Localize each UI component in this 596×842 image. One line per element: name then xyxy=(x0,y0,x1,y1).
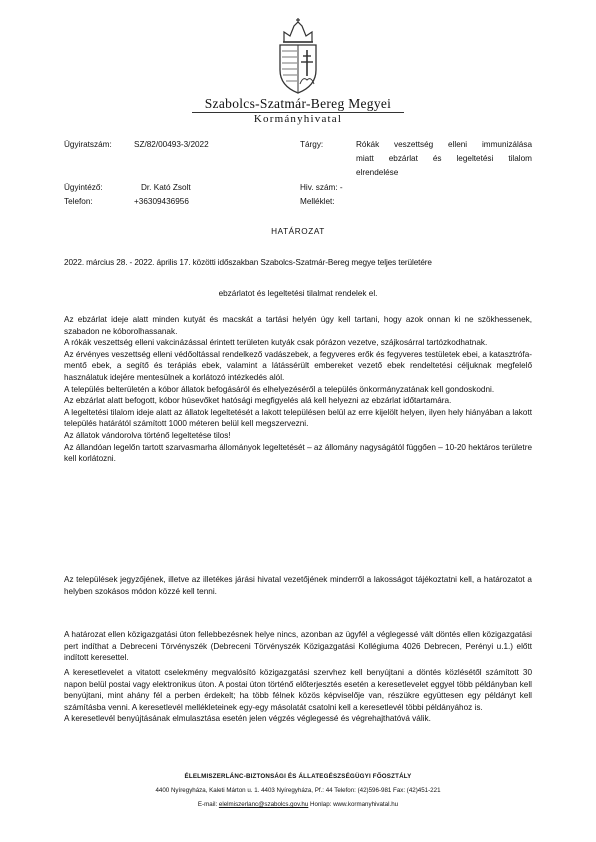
coat-of-arms-icon xyxy=(268,18,328,94)
footer-web: Honlap: www.kormanyhivatal.hu xyxy=(308,801,399,808)
targy-line2: miatt ebzárlat és legeltetési tilalom xyxy=(356,154,532,163)
paragraph-6: A legeltetési tilalom ideje alatt az állatok legeltetését a lakott településen belül az erre kijelölt helyen, ilyen hely hiányában a lakott település határától számított 1000 méteren belül kell megszervezni. xyxy=(64,407,532,429)
document-title: HATÁROZAT xyxy=(271,227,325,236)
targy-label: Tárgy: xyxy=(300,140,324,149)
melleklet-label: Melléklet: xyxy=(300,197,335,206)
ugyiratszam-value: SZ/82/00493-3/2022 xyxy=(134,140,209,149)
ugyiratszam-label: Ügyiratszám: xyxy=(64,140,112,149)
paragraph-10: A határozat ellen közigazgatási úton fellebbezésnek helye nincs, azonban az ügyfél a véglegessé vált döntés ellen közigazgatási pert indíthat a Debreceni Törvényszék (Debreceni Törvényszék Közigazgatási Kollégiuma 4026 Debrecen, Perényi u.1.) előtt indított keresettel. xyxy=(64,630,532,663)
footer-address: 4400 Nyíregyháza, Kaleti Márton u. 1. 4403 Nyíregyháza, Pf.: 44 Telefon: (42)596-981 Fax: (42)451-221 xyxy=(155,787,441,794)
body-block-4 xyxy=(64,667,532,725)
paragraph-4: A település belterületén a kóbor állatok befogásáról és elhelyezéséről a település önkormányzatának kell gondoskodni. xyxy=(64,384,495,394)
footer-email-link[interactable]: elelmiszerlanc@szabolcs.gov.hu xyxy=(218,801,309,808)
footer-contact xyxy=(0,800,596,809)
targy-line3: elrendelése xyxy=(356,168,399,177)
hiv-szam-label: Hiv. szám: - xyxy=(300,183,343,192)
paragraph-11: A keresetlevelet a vitatott cselekmény megvalósító közigazgatási szervhez kell benyújtani a döntés közlésétől számított 30 napon belül postai vagy elektronikus úton. A postai úton történő előterjesztés esetén a keresetlevelet eggyel több példányban kell benyújtani, mint ahány fél a perben érdekelt; ha több félnek közös képviselője van, részükre együttesen egy példányt kell számításba venni. A keresetlevél mellékleteinek egy-egy másolatát csatolni kell a keresetlevél többi példányához is. xyxy=(64,668,532,712)
paragraph-8: Az állandóan legelőn tartott szarvasmarha állományok legeltetését – az állomány nagyságától függően – 10-20 hektáros területre kell korlátozni. xyxy=(64,442,532,464)
footer-email-prefix: E-mail: xyxy=(197,801,219,808)
paragraph-7: Az állatok vándorolva történő legeltetése tilos! xyxy=(64,430,231,440)
body-block-2 xyxy=(64,574,532,597)
targy-line1: Rókák veszettség elleni immunizálása xyxy=(356,140,532,149)
telefon-label: Telefon: xyxy=(64,197,93,206)
paragraph-5: Az ebzárlat alatt befogott, kóbor húsevőket hatósági megfigyelés alá kell helyezni az ebzárlat időtartamára. xyxy=(64,396,452,406)
body-block-3 xyxy=(64,629,532,664)
telefon-value: +36309436956 xyxy=(134,197,189,206)
paragraph-3: Az érvényes veszettség elleni védőoltással rendelkező vadászebek, a fegyveres erők és fegyveres testületek ebei, a katasztrófa-mentő ebek, a segítő és terápiás ebek, valamint a látássérült embereket vezető ebek rendeltetési céljuknak megfelelő használatuk idejére mentesülnek a korlátozó intézkedés alól. xyxy=(64,349,532,382)
org-name-line2: Kormányhivatal xyxy=(253,113,343,125)
body-block-1 xyxy=(64,314,532,465)
org-name-line1: Szabolcs-Szatmár-Bereg Megyei xyxy=(204,96,392,111)
paragraph-1: Az ebzárlat ideje alatt minden kutyát és macskát a tartási helyén úgy kell tartani, hogy azok onnan ki ne szökhessenek, szabadon ne kóborolhassanak. xyxy=(64,315,532,336)
paragraph-12: A keresetlevél benyújtásának elmulasztása esetén jelen végzés véglegessé és végrehajthatóvá válik. xyxy=(64,714,431,724)
paragraph-9: Az települések jegyzőjének, illetve az illetékes járási hivatal vezetőjének minderről a lakosságot tájékoztatni kell, a határozatot a helyben szokásos módon közzé kell tenni. xyxy=(64,575,532,596)
intro-line1: 2022. március 28. - 2022. április 17. közötti időszakban Szabolcs-Szatmár-Bereg megye teljes területére xyxy=(64,258,432,267)
intro-line2: ebzárlatot és legeltetési tilalmat rendelek el. xyxy=(218,289,378,298)
ugyintezo-label: Ügyintéző: xyxy=(64,183,103,192)
ugyintezo-value: Dr. Kató Zsolt xyxy=(141,183,191,192)
footer-department: ÉLELMISZERLÁNC-BIZTONSÁGI ÉS ÁLLATEGÉSZSÉGÜGYI FŐOSZTÁLY xyxy=(184,773,412,780)
paragraph-2: A rókák veszettség elleni vakcinázással érintett területen kutyák csak pórázon vezetve, szájkosárral tartózkodhatnak. xyxy=(64,338,488,348)
